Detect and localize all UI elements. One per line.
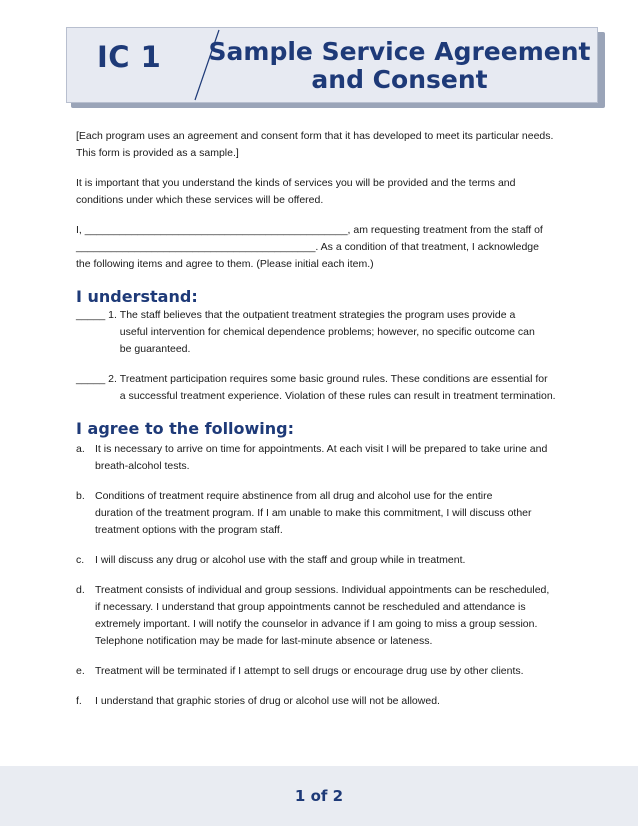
agree-item-d-letter: d. [76, 584, 85, 596]
understand-item-1 [76, 307, 604, 358]
page-number: 1 of 2 [294, 787, 344, 805]
agree-item-c: c. I will discuss any drug or alcohol use with the staff and group while in treatment. [76, 552, 604, 569]
understand-item-2 [76, 371, 604, 405]
agree-item-b-letter: b. [76, 490, 85, 502]
page-footer [0, 766, 638, 826]
initial-blank-2: _____ 2. [76, 373, 120, 385]
agree-item-f-letter: f. [76, 695, 82, 707]
consent-line-1: I, _____________________________________________, am requesting treatment from the staff of [76, 224, 543, 236]
sample-note-line-1: [Each program uses an agreement and consent form that it has developed to meet its particular needs. [76, 130, 554, 142]
consent-statement [76, 222, 604, 273]
consent-line-3: the following items and agree to them. (Please initial each item.) [76, 258, 374, 270]
agree-item-a: a. It is necessary to arrive on time for appointments. At each visit I will be prepared to take urine and breath-alcohol tests. [76, 441, 604, 475]
agree-item-a-letter: a. [76, 443, 85, 455]
understand-item-2-text: Treatment participation requires some basic ground rules. These conditions are essential for a successful treatment experience. Violation of these rules can result in treatment termination. [119, 373, 556, 402]
initial-blank-1: _____ 1. [76, 309, 120, 321]
document-title [207, 38, 592, 94]
agree-item-c-letter: c. [76, 554, 85, 566]
agree-item-e: e. Treatment will be terminated if I attempt to sell drugs or encourage drug use by other clients. [76, 663, 604, 680]
consent-line-2: _________________________________________. As a condition of that treatment, I acknowledge [76, 241, 539, 253]
document-header [66, 27, 598, 103]
sample-note [76, 128, 604, 162]
document-code: IC 1 [97, 40, 162, 74]
understand-item-1-text: The staff believes that the outpatient treatment strategies the program uses provide a useful intervention for chemical dependence problems; however, no specific outcome can be guaranteed. [119, 309, 535, 355]
understand-heading: I understand: [76, 287, 198, 306]
agree-heading: I agree to the following: [76, 419, 295, 438]
document-body [76, 128, 604, 710]
title-line-2: and Consent [311, 65, 488, 94]
agree-item-d: d. Treatment consists of individual and group sessions. Individual appointments can be rescheduled, if necessary. I understand that group appointments cannot be rescheduled and attendance is extremely important. I will notify the counselor in advance if I am going to miss a group session. Telephone notification may be made for last-minute absence or lateness. [76, 582, 604, 650]
intro-paragraph [76, 175, 604, 209]
intro-line-1: It is important that you understand the kinds of services you will be provided and the terms and [76, 177, 516, 189]
sample-note-line-2: This form is provided as a sample.] [76, 147, 239, 159]
intro-line-2: conditions under which these services will be offered. [76, 194, 324, 206]
agree-item-e-letter: e. [76, 665, 85, 677]
title-line-1: Sample Service Agreement [208, 37, 591, 66]
agree-item-f: f. I understand that graphic stories of drug or alcohol use will not be allowed. [76, 693, 604, 710]
agree-item-b: b. Conditions of treatment require abstinence from all drug and alcohol use for the entire duration of the treatment program. If I am unable to make this commitment, I will discuss other treatment options with the program staff. [76, 488, 604, 539]
